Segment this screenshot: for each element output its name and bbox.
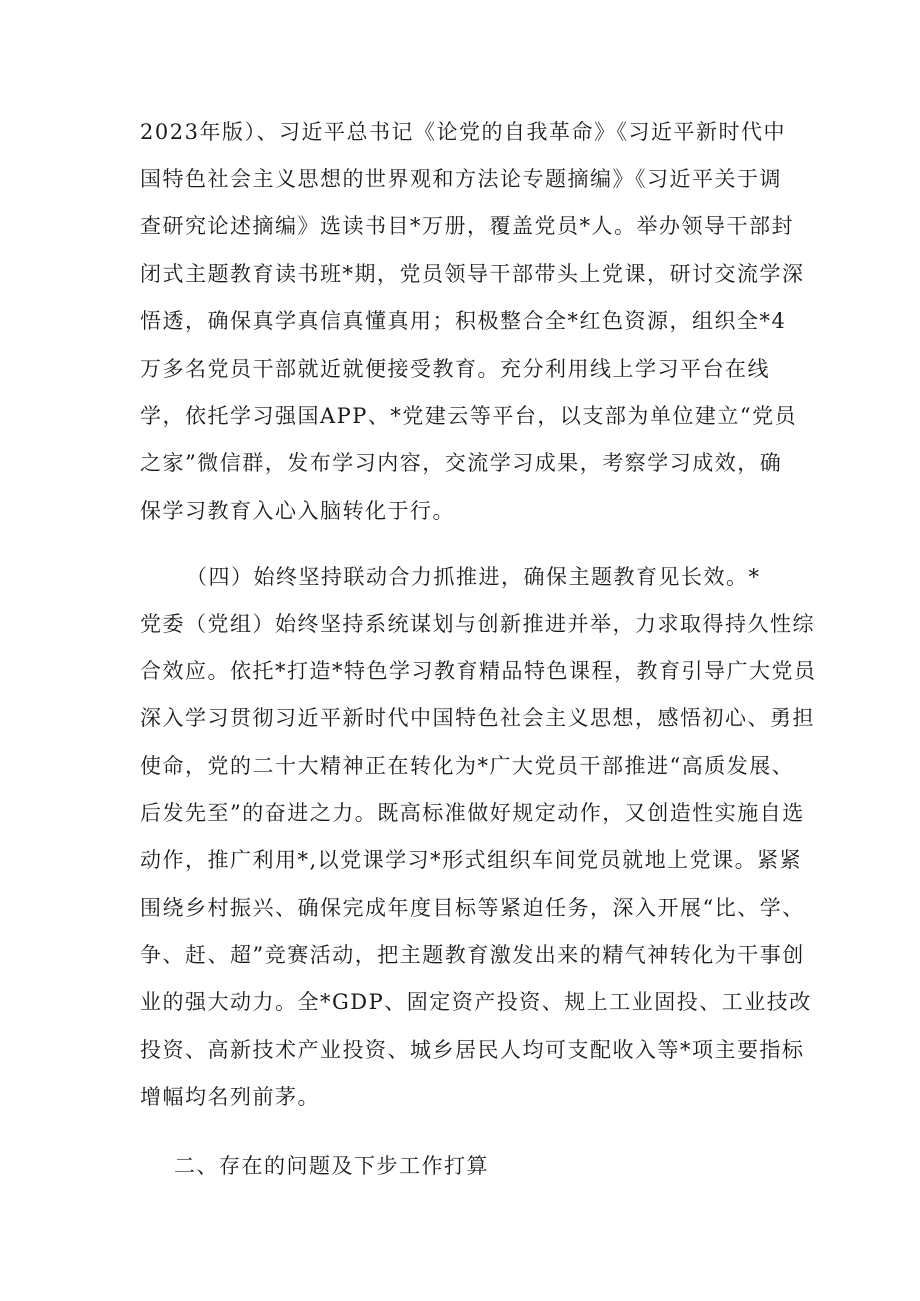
text-line: 业的强大动力。全*GDP、固定资产投资、规上工业固投、工业技改: [140, 990, 812, 1014]
text-line: 后发先至”的奋进之力。既高标准做好规定动作，又创造性实施自选: [140, 801, 805, 825]
text-line: 深入学习贯彻习近平新时代中国特色社会主义思想，感悟初心、勇担: [140, 706, 815, 730]
text-line: 党委（党组）始终坚持系统谋划与创新推进并举，力求取得持久性综: [140, 612, 815, 636]
text-line: 查研究论述摘编》选读书目*万册，覆盖党员*人。举办领导干部封: [140, 214, 794, 238]
text-line: 合效应。依托*打造*特色学习教育精品特色课程，教育引导广大党员: [140, 659, 817, 683]
text-line: 增幅均名列前茅。: [140, 1085, 320, 1109]
text-line: 动作，推广利用*,以党课学习*形式组织车间党员就地上党课。紧紧: [140, 848, 803, 872]
text-line: 国特色社会主义思想的世界观和方法论专题摘编》《习近平关于调: [140, 167, 782, 191]
text-line: 闭式主题教育读书班*期，党员领导干部带头上党课，研讨交流学深: [140, 262, 805, 286]
text-line: 围绕乡村振兴、确保完成年度目标等紧迫任务，深入开展“比、学、: [140, 896, 805, 920]
text-line: 万多名党员干部就近就便接受教育。充分利用线上学习平台在线: [140, 357, 770, 381]
text-line: 学，依托学习强国APP、*党建云等平台，以支部为单位建立“党员: [140, 404, 798, 428]
section-heading: 二、存在的问题及下步工作打算: [174, 1154, 489, 1178]
text-line: 悟透，确保真学真信真懂真用；积极整合全*红色资源，组织全*4: [140, 309, 787, 333]
text-line: 投资、高新技术产业投资、城乡居民人均可支配收入等*项主要指标: [140, 1038, 805, 1062]
text-line: 保学习教育入心入脑转化于行。: [140, 499, 455, 523]
text-line: 使命，党的二十大精神正在转化为*广大党员干部推进“高质发展、: [140, 754, 795, 778]
text-line: 2023年版）、习近平总书记《论党的自我革命》《习近平新时代中: [140, 120, 786, 144]
text-line: 之家”微信群，发布学习内容，交流学习成果，考察学习成效，确: [140, 451, 783, 475]
subsection-title-line: （四）始终坚持联动合力抓推进，确保主题教育见长效。*: [186, 565, 761, 589]
text-line: 争、赶、超”竞赛活动，把主题教育激发出来的精气神转化为干事创: [140, 943, 805, 967]
